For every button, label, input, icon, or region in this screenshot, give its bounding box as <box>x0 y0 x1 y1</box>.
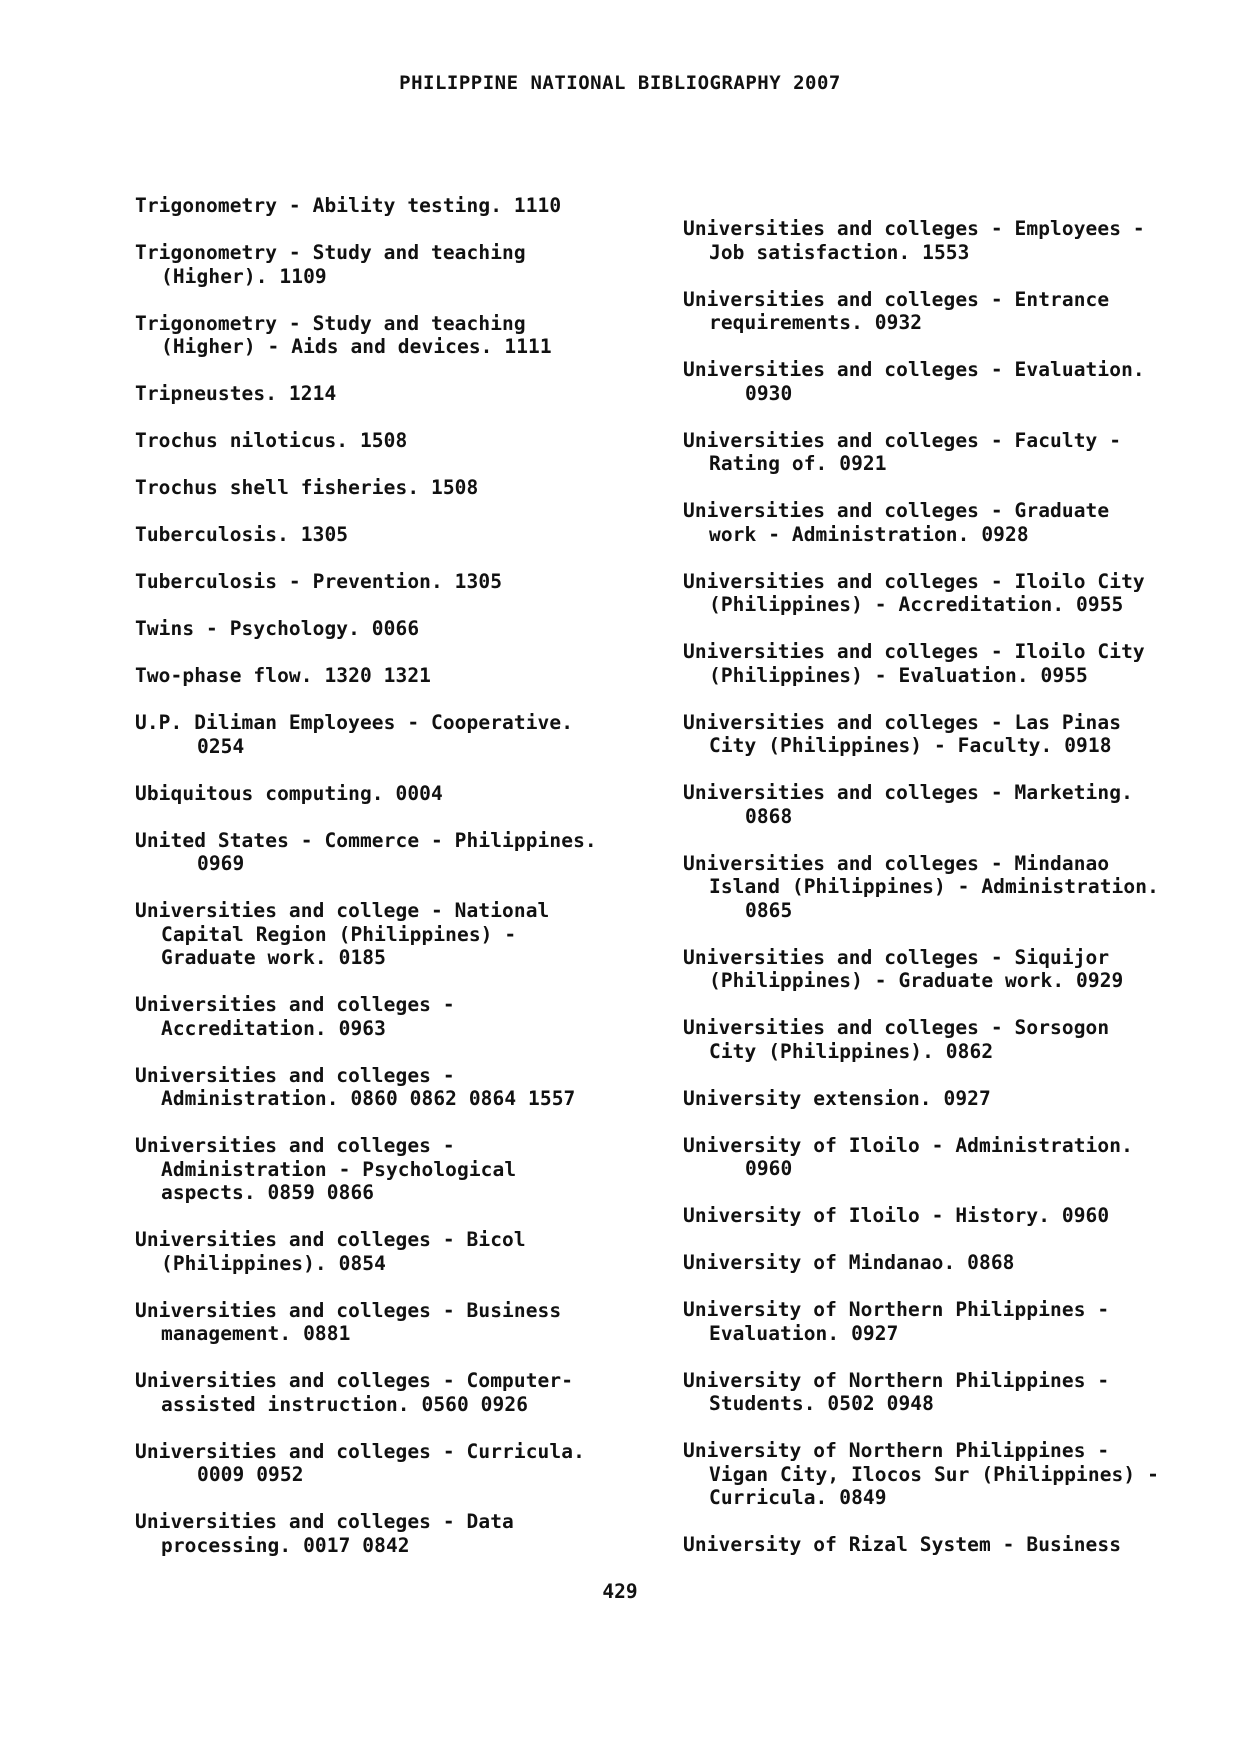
index-entry <box>135 429 655 453</box>
index-entry-line: processing. 0017 0842 <box>161 1533 410 1557</box>
index-entry-line: City (Philippines) - Faculty. 0918 <box>709 734 1112 757</box>
index-entry <box>135 1064 655 1111</box>
index-entry <box>135 1299 655 1346</box>
index-entry-line: Curricula. 0849 <box>709 1486 887 1509</box>
index-entry <box>135 312 655 359</box>
index-entry-line: Accreditation. 0963 <box>161 1016 386 1040</box>
index-entry-line: work - Administration. 0928 <box>709 522 1029 546</box>
index-entry <box>683 1134 1183 1181</box>
index-entry-line: 0254 <box>197 734 245 758</box>
index-entry <box>683 640 1183 687</box>
index-entry-line: requirements. 0932 <box>709 311 923 334</box>
index-entry <box>135 1228 655 1275</box>
index-entry-line: University of Iloilo - History. 0960 <box>683 1204 1110 1227</box>
index-entry-line: 0930 <box>745 381 793 405</box>
index-entry-line: 0009 0952 <box>197 1463 304 1486</box>
index-entry-line: University extension. 0927 <box>683 1086 991 1110</box>
index-entry-line: Evaluation. 0927 <box>709 1321 899 1345</box>
index-entry-line: Twins - Psychology. 0066 <box>135 617 420 640</box>
index-entry-line: Universities and colleges - <box>135 993 455 1016</box>
index-entry-line: assisted instruction. 0560 0926 <box>161 1392 529 1416</box>
index-entry-line: Trigonometry - Study and teaching <box>135 241 526 264</box>
index-entry <box>683 1251 1183 1275</box>
index-entry-line: Trochus shell fisheries. 1508 <box>135 476 479 499</box>
index-entry-line: Universities and colleges - Business <box>135 1298 562 1322</box>
index-entry-line: Ubiquitous computing. 0004 <box>135 781 443 805</box>
index-entry <box>135 1510 655 1557</box>
index-entry <box>135 241 655 288</box>
index-entry <box>683 358 1183 405</box>
index-entry <box>683 288 1183 335</box>
index-entry-line: United States - Commerce - Philippines. <box>135 828 597 852</box>
index-entry-line: management. 0881 <box>161 1322 351 1345</box>
index-entry-line: 0960 <box>745 1157 793 1180</box>
index-entry-line: Universities and colleges - Faculty - <box>683 428 1122 452</box>
index-entry-line: (Philippines) - Evaluation. 0955 <box>709 663 1088 687</box>
index-entry-line: Universities and colleges - Sorsogon <box>683 1016 1110 1039</box>
index-entry-line: Island (Philippines) - Administration. <box>709 875 1159 898</box>
index-entry <box>135 1134 655 1205</box>
index-entry-line: University of Northern Philippines - <box>683 1298 1110 1321</box>
index-entry <box>683 429 1183 476</box>
index-entry-line: Tripneustes. 1214 <box>135 382 337 405</box>
index-entry-line: Trigonometry - Study and teaching <box>135 311 526 335</box>
index-entry-line: (Philippines). 0854 <box>161 1251 386 1275</box>
index-entry-line: (Higher). 1109 <box>161 264 327 288</box>
index-entry-line: Capital Region (Philippines) - <box>161 922 517 946</box>
index-entry-line: Administration. 0860 0862 0864 1557 <box>161 1087 576 1110</box>
index-entry <box>135 570 655 594</box>
index-entry-line: Universities and colleges - Mindanao <box>683 851 1110 875</box>
index-entry-line: (Philippines) - Graduate work. 0929 <box>709 969 1124 992</box>
index-entry-line: University of Mindanao. 0868 <box>683 1251 1015 1274</box>
index-entry-line: Rating of. 0921 <box>709 452 887 475</box>
index-entry <box>683 217 1183 264</box>
index-entry-line: Graduate work. 0185 <box>161 946 386 969</box>
index-entry-line: Universities and colleges - Data <box>135 1510 514 1533</box>
index-entry <box>135 829 655 876</box>
index-entry-line: University of Northern Philippines - <box>683 1439 1110 1462</box>
index-entry-line: Universities and colleges - Evaluation. <box>683 358 1145 381</box>
index-entry <box>135 1369 655 1416</box>
index-entry-line: Tuberculosis - Prevention. 1305 <box>135 570 503 593</box>
index-entry-line: University of Northern Philippines - <box>683 1368 1110 1392</box>
index-entry-line: Universities and colleges - Iloilo City <box>683 569 1145 593</box>
index-entry-line: Universities and colleges - Marketing. <box>683 781 1133 804</box>
index-entry <box>135 711 655 758</box>
index-entry-line: 0865 <box>745 898 793 922</box>
page-number: 429 <box>602 1580 638 1603</box>
index-entry <box>683 781 1183 828</box>
index-entry-line: Universities and colleges - Entrance <box>683 287 1110 311</box>
index-entry-line: University of Iloilo - Administration. <box>683 1133 1133 1157</box>
index-entry <box>135 523 655 547</box>
index-entry-line: 0868 <box>745 804 793 828</box>
index-entry <box>135 382 655 406</box>
index-entry <box>135 1440 655 1487</box>
index-entry-line: U.P. Diliman Employees - Cooperative. <box>135 711 574 734</box>
index-entry-line: Universities and colleges - Bicol <box>135 1228 526 1251</box>
page-header: PHILIPPINE NATIONAL BIBLIOGRAPHY 2007 <box>399 72 841 94</box>
index-entry-line: Universities and colleges - Computer- <box>135 1369 574 1392</box>
index-entry-line: aspects. 0859 0866 <box>161 1181 375 1204</box>
index-entry-line: Universities and colleges - Graduate <box>683 499 1110 522</box>
index-entry <box>683 946 1183 993</box>
index-entry <box>683 1087 1183 1111</box>
index-entry-line: Universities and colleges - <box>135 1063 455 1087</box>
index-entry-line: Two-phase flow. 1320 1321 <box>135 664 431 687</box>
index-entry <box>683 570 1183 617</box>
index-entry <box>683 711 1183 758</box>
index-entry-line: Universities and colleges - Las Pinas <box>683 710 1122 734</box>
index-entry-line: (Philippines) - Accreditation. 0955 <box>709 593 1124 616</box>
index-entry <box>135 899 655 970</box>
index-entry <box>135 782 655 806</box>
index-entry-line: Trigonometry - Ability testing. 1110 <box>135 194 562 217</box>
index-entry <box>135 617 655 641</box>
index-entry <box>135 194 655 218</box>
index-entry-line: City (Philippines). 0862 <box>709 1039 994 1063</box>
index-entry-line: Universities and colleges - Iloilo City <box>683 640 1145 663</box>
index-entry-line: Administration - Psychological <box>161 1157 517 1181</box>
index-entry <box>683 1298 1183 1345</box>
index-entry <box>683 1369 1183 1416</box>
index-entry-line: Job satisfaction. 1553 <box>709 240 970 264</box>
index-entry-line: (Higher) - Aids and devices. 1111 <box>161 335 552 358</box>
index-entry-line: Vigan City, Ilocos Sur (Philippines) - <box>709 1462 1159 1486</box>
index-entry <box>683 852 1183 923</box>
index-entry <box>683 1439 1183 1510</box>
index-entry-line: Universities and colleges - Curricula. <box>135 1439 585 1463</box>
index-entry <box>135 476 655 500</box>
index-entry <box>135 664 655 688</box>
index-entry <box>683 1016 1183 1063</box>
index-entry <box>683 1533 1183 1557</box>
index-column-left <box>135 194 655 1581</box>
index-entry <box>683 499 1183 546</box>
index-entry-line: Universities and colleges - <box>135 1134 455 1157</box>
index-column-right <box>683 217 1183 1580</box>
index-entry-line: Universities and colleges - Employees - <box>683 217 1145 240</box>
index-entry-line: 0969 <box>197 852 245 875</box>
index-entry <box>683 1204 1183 1228</box>
index-entry <box>135 993 655 1040</box>
index-entry-line: Trochus niloticus. 1508 <box>135 429 408 452</box>
index-entry-line: University of Rizal System - Business <box>683 1533 1122 1556</box>
index-entry-line: Students. 0502 0948 <box>709 1392 934 1415</box>
index-entry-line: Tuberculosis. 1305 <box>135 523 349 546</box>
index-entry-line: Universities and college - National <box>135 899 550 922</box>
index-entry-line: Universities and colleges - Siquijor <box>683 945 1110 969</box>
